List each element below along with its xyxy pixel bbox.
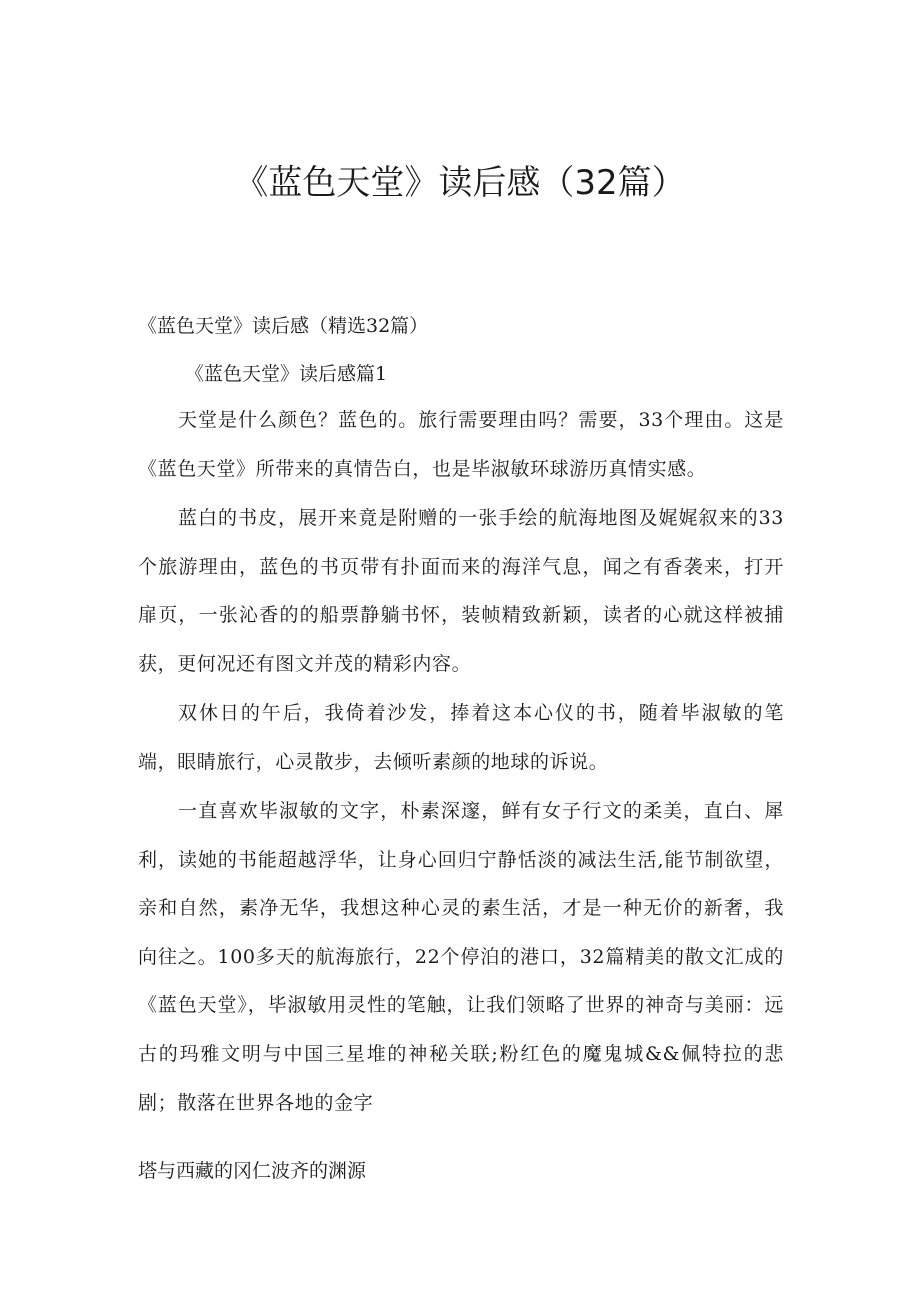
paragraph-4: 一直喜欢毕淑敏的文字，朴素深邃，鲜有女子行文的柔美，直白、犀利，读她的书能超越浮华，让身心回归宁静恬淡的减法生活,能节制欲望，亲和自然，素净无华，我想这种心灵的素生活，才是一种无价的新奢，我向往之。100多天的航海旅行，22个停泊的港口，32篇精美的散文汇成的《蓝色天堂》，毕淑敏用灵性的笔触，让我们领略了世界的神奇与美丽：远古的玛雅文明与中国三星堆的神秘关联;粉红色的魔鬼城&&佩特拉的悲剧；散落在世界各地的金字 [138, 800, 784, 1114]
document-subtitle: 《蓝色天堂》读后感（精选32篇） [138, 315, 429, 337]
paragraph-3: 双休日的午后，我倚着沙发，捧着这本心仪的书，随着毕淑敏的笔端，眼睛旅行，心灵散步，去倾听素颜的地球的诉说。 [138, 702, 784, 773]
paragraph-2: 蓝白的书皮，展开来竟是附赠的一张手绘的航海地图及娓娓叙来的33个旅游理由，蓝色的书页带有扑面而来的海洋气息，闻之有香袭来，打开扉页，一张沁香的的船票静躺书怀，装帧精致新颖，读者的心就这样被捕获，更何况还有图文并茂的精彩内容。 [138, 507, 784, 675]
paragraph-1: 天堂是什么颜色？蓝色的。旅行需要理由吗？需要，33个理由。这是《蓝色天堂》所带来的真情告白，也是毕淑敏环球游历真情实感。 [138, 409, 784, 480]
trailing-line: 塔与西藏的冈仁波齐的渊源 [138, 1160, 367, 1182]
document-title: 《蓝色天堂》读后感（32篇） [234, 163, 686, 203]
section-heading: 《蓝色天堂》读后感篇1 [185, 363, 388, 385]
